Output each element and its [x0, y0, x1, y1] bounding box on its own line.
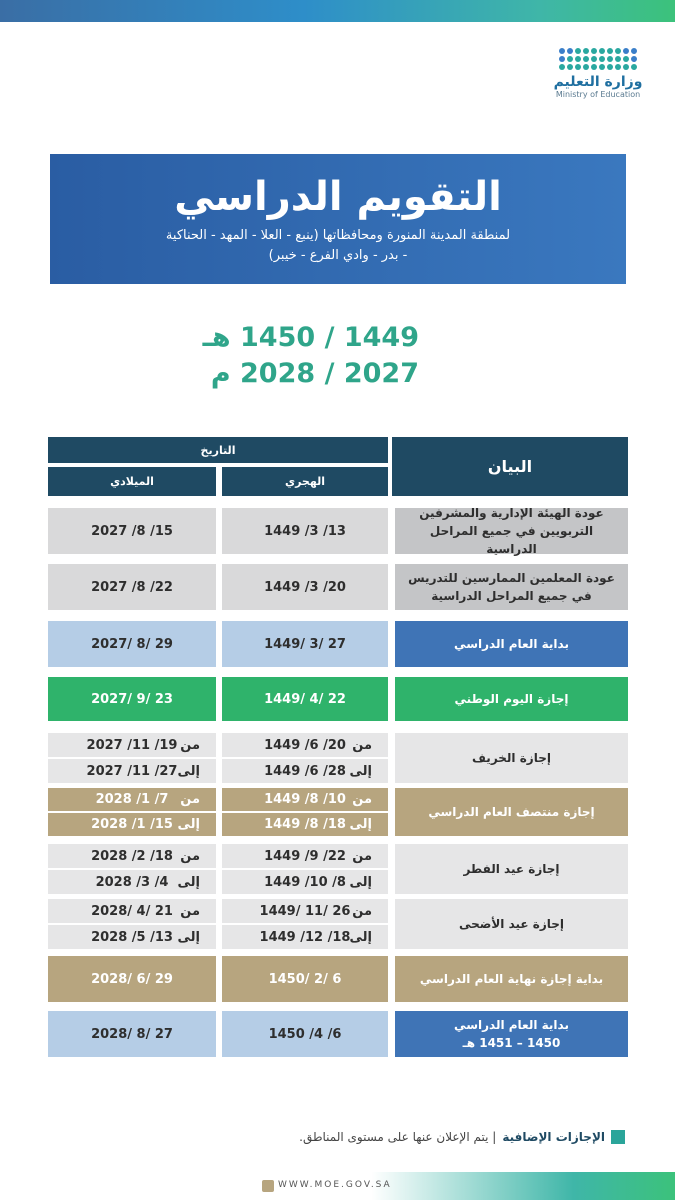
- academic-years: [203, 320, 419, 392]
- subtitle-line-2: - بدر - وادي الفرع - خيبر): [268, 248, 408, 263]
- header-item: البيان: [392, 437, 628, 496]
- gregorian-year: 2027 / 2028 م: [210, 358, 419, 389]
- row-label: عودة المعلمين الممارسين للتدريس في جميع المراحل الدراسية: [395, 564, 628, 610]
- page-title: التقويم الدراسي: [174, 174, 502, 220]
- row-greg-to: 4/ 3/ 2028 إلى: [48, 870, 216, 894]
- row-gregorian: 29 /8 /2027: [48, 621, 216, 667]
- row-label: بداية العام الدراسي: [395, 621, 628, 667]
- logo-arabic-text: وزارة التعليم: [553, 74, 643, 90]
- row-hijri-from: 22/ 9/ 1449 من: [222, 844, 388, 868]
- website-link[interactable]: WWW.MOE.GOV.SA: [278, 1180, 392, 1190]
- row-gregorian: 22/ 8/ 2027: [48, 564, 216, 610]
- row-label: بداية العام الدراسي 1450 – 1451 هـ: [395, 1011, 628, 1057]
- title-banner: [50, 154, 626, 284]
- row-label: إجازة الخريف: [395, 733, 628, 783]
- row-hijri-from: 20/ 6/ 1449 من: [222, 733, 388, 757]
- row-hijri: 13/ 3/ 1449: [222, 508, 388, 554]
- row-gregorian: 27 /8 /2028: [48, 1011, 216, 1057]
- row-hijri: 22 /4 /1449: [222, 677, 388, 721]
- top-gradient-band: [0, 0, 675, 22]
- header-hijri: الهجري: [222, 467, 388, 496]
- row-hijri: 6/ 4/ 1450: [222, 1011, 388, 1057]
- row-greg-to: 15/ 1/ 2028 إلى: [48, 813, 216, 836]
- footer-note: الإجازات الإضافية | يتم الإعلان عنها على مستوى المناطق.: [299, 1130, 625, 1144]
- header-gregorian: الميلادي: [48, 467, 216, 496]
- logo-english-text: Ministry of Education: [555, 90, 641, 99]
- row-greg-from: 21 /4 /2028 من: [48, 899, 216, 923]
- square-icon: [611, 1130, 625, 1144]
- row-label: إجازة منتصف العام الدراسي: [395, 788, 628, 836]
- row-gregorian: 23 /9 /2027: [48, 677, 216, 721]
- row-hijri-from: 26 /11 /1449 من: [222, 899, 388, 923]
- row-label: عودة الهيئة الإدارية والمشرفين التربويين في جميع المراحل الدراسية: [395, 508, 628, 554]
- row-label: بداية إجازة نهاية العام الدراسي: [395, 956, 628, 1002]
- row-greg-from: 18/ 2/ 2028 من: [48, 844, 216, 868]
- row-greg-to: 27/ 11/ 2027 إلى: [48, 759, 216, 783]
- row-hijri-to: 8/ 10/ 1449 إلى: [222, 870, 388, 894]
- row-label: إجازة عيد الفطر: [395, 844, 628, 894]
- row-hijri-from: 10/ 8/ 1449 من: [222, 788, 388, 811]
- row-hijri: 20/ 3/ 1449: [222, 564, 388, 610]
- row-hijri-to: 28/ 6/ 1449 إلى: [222, 759, 388, 783]
- subtitle-line-1: لمنطقة المدينة المنورة ومحافظاتها (ينبع - العلا - المهد - الحناكية: [165, 228, 511, 243]
- row-gregorian: 15/ 8/ 2027: [48, 508, 216, 554]
- subtitle: [50, 226, 626, 266]
- header-date: التاريخ: [48, 437, 388, 463]
- logo-dots-icon: [553, 48, 643, 70]
- row-label: إجازة اليوم الوطني: [395, 677, 628, 721]
- row-hijri: 6 /2 /1450: [222, 956, 388, 1002]
- row-hijri-to: 18/ 12/ 1449 إلى: [222, 925, 388, 949]
- row-label: إجازة عيد الأضحى: [395, 899, 628, 949]
- ministry-logo: [553, 48, 643, 118]
- row-hijri: 27 /3 /1449: [222, 621, 388, 667]
- row-greg-from: 7/ 1/ 2028 من: [48, 788, 216, 811]
- row-hijri-to: 18/ 8/ 1449 إلى: [222, 813, 388, 836]
- row-greg-from: 19/ 11/ 2027 من: [48, 733, 216, 757]
- row-greg-to: 13/ 5/ 2028 إلى: [48, 925, 216, 949]
- hijri-year: 1449 / 1450 هـ: [202, 322, 419, 353]
- row-gregorian: 29 /6 /2028: [48, 956, 216, 1002]
- moe-icon: [262, 1180, 274, 1192]
